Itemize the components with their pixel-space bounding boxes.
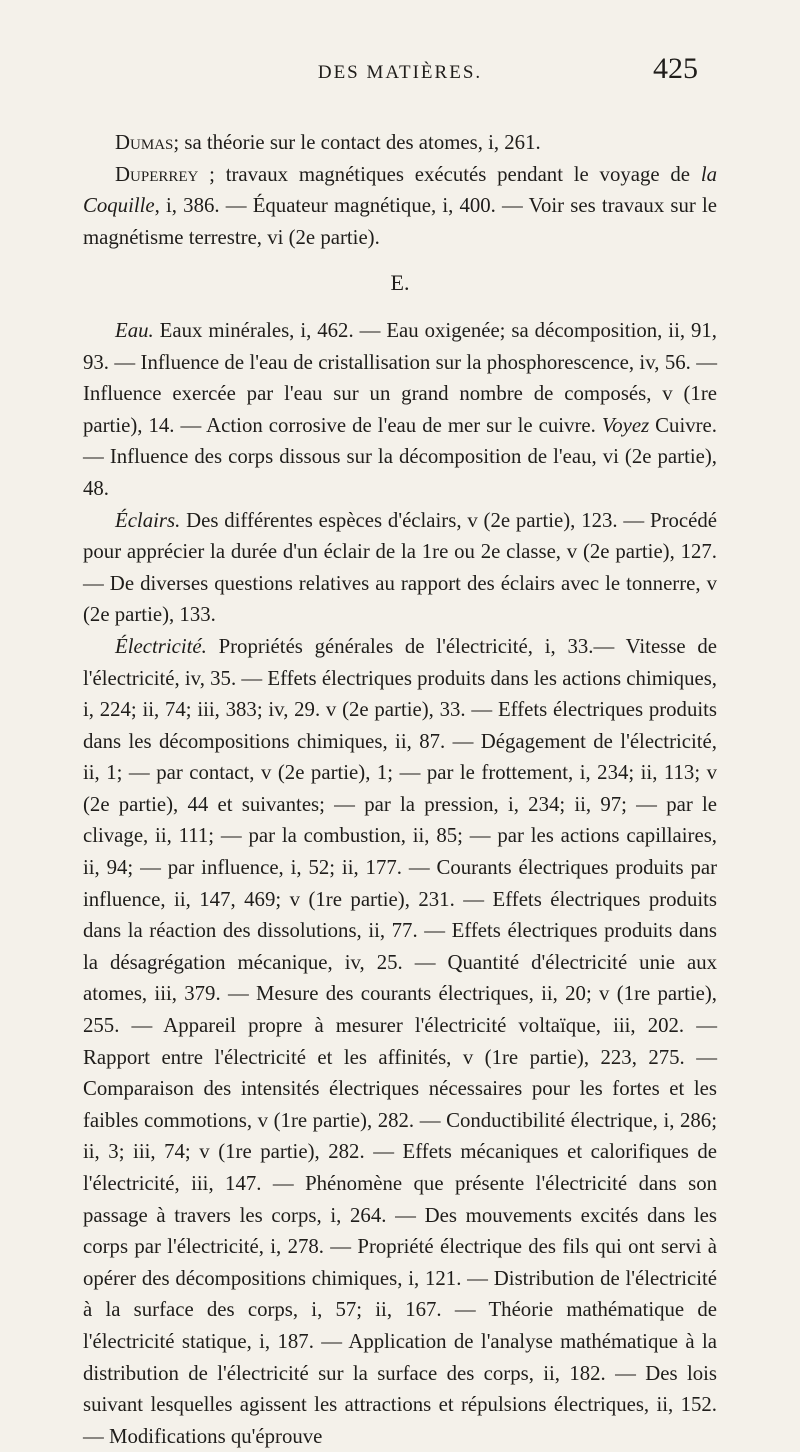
term: Électricité. bbox=[115, 634, 207, 658]
section-letter: E. bbox=[390, 270, 410, 296]
entry-text: ; sa théorie sur le contact des atomes, i, 261. bbox=[173, 131, 541, 154]
paragraph-text: Eaux minérales, i, 462. — Eau oxigenée; sa décomposition, ii, 91, 93. — Influence de l'eau de cristallisation sur la phosphorescence, iv, 56. — Influence exercée par l'eau sur un grand nombre de composés, v (1re partie), 14. — Action corrosive de l'eau de mer sur le cuivre. bbox=[83, 318, 717, 437]
page-header bbox=[0, 52, 800, 92]
index-body bbox=[83, 127, 717, 1452]
paragraph-eau bbox=[83, 315, 717, 505]
entry-dumas bbox=[83, 127, 717, 159]
term: Éclairs. bbox=[115, 508, 181, 532]
entry-name: Dumas bbox=[115, 131, 174, 154]
entry-text: ; travaux magnétiques exécutés pendant le voyage de bbox=[198, 162, 701, 186]
term: Eau. bbox=[115, 318, 154, 342]
cross-reference: Voyez bbox=[601, 413, 650, 437]
running-head: DES MATIÈRES. bbox=[317, 62, 483, 83]
paragraph-eclairs bbox=[83, 505, 717, 631]
entry-name: Duperrey bbox=[115, 162, 199, 186]
paragraph-text: Des différentes espèces d'éclairs, v (2e partie), 123. — Procédé pour apprécier la durée d'un éclair de la 1re ou 2e classe, v (2e partie), 127. — De diverses questions relatives au rapport des éclairs avec le tonnerre, v (2e partie), 133. bbox=[83, 508, 717, 627]
paragraph-electricite bbox=[83, 631, 717, 1452]
ship-name: la Coquille bbox=[83, 162, 717, 218]
paragraph-text: Propriétés générales de l'électricité, i, 33.— Vitesse de l'électricité, iv, 35. — Effets électriques produits dans les actions chimiques, i, 224; ii, 74; iii, 383; iv, 29. v (2e partie), 33. — Effets électriques produits dans les décompositions chimiques, ii, 87. — Dégagement de l'électricité, ii, 1; — par contact, v (2e partie), 1; — par le frottement, i, 234; ii, 113; v (2e partie), 44 et suivantes; — par la pression, i, 234; ii, 97; — par le clivage, ii, 111; — par la combustion, ii, 85; — par les actions capillaires, ii, 94; — par influence, i, 52; ii, 177. — Courants électriques produits par influence, ii, 147, 469; v (1re partie), 231. — Effets électriques produits dans la réaction des dissolutions, ii, 77. — Effets électriques produits dans la désagrégation mécanique, iv, 25. — Quantité d'électricité unie aux atomes, iii, 379. — Mesure des courants électriques, ii, 20; v (1re partie), 255. — Appareil propre à mesurer l'électricité voltaïque, iii, 202. — Rapport entre l'électricité et les affinités, v (1re partie), 223, 275. — Comparaison des intensités électriques nécessaires pour les fortes et les faibles commotions, v (1re partie), 282. — Conductibilité électrique, i, 286; ii, 3; iii, 74; v (1re partie), 282. — Effets mécaniques et calorifiques de l'électricité, iii, 147. — Phénomène que présente l'électricité dans son passage à travers les corps, i, 264. — Des mouvements excités dans les corps par l'électricité, i, 278. — Propriété électrique des fils qui ont servi à opérer des décompositions chimiques, i, 121. — Distribution de l'électricité à la surface des corps, i, 57; ii, 167. — Théorie mathématique de l'électricité statique, i, 187. — Application de l'analyse mathématique à la distribution de l'électricité sur la surface des corps, ii, 182. — Des lois suivant lesquelles agissent les attractions et répulsions électriques, ii, 152. — Modifications qu'éprouve bbox=[83, 634, 717, 1448]
entry-duperrey bbox=[83, 159, 717, 254]
paragraph-text-continued: Cuivre.— Influence des corps dissous sur la décomposition de l'eau, vi (2e partie), 48. bbox=[83, 413, 717, 500]
entry-text-continued: , i, 386. — Équateur magnétique, i, 400. — Voir ses travaux sur le magnétisme terrestre, vi (2e partie). bbox=[83, 194, 717, 249]
page-number: 425 bbox=[653, 52, 698, 85]
